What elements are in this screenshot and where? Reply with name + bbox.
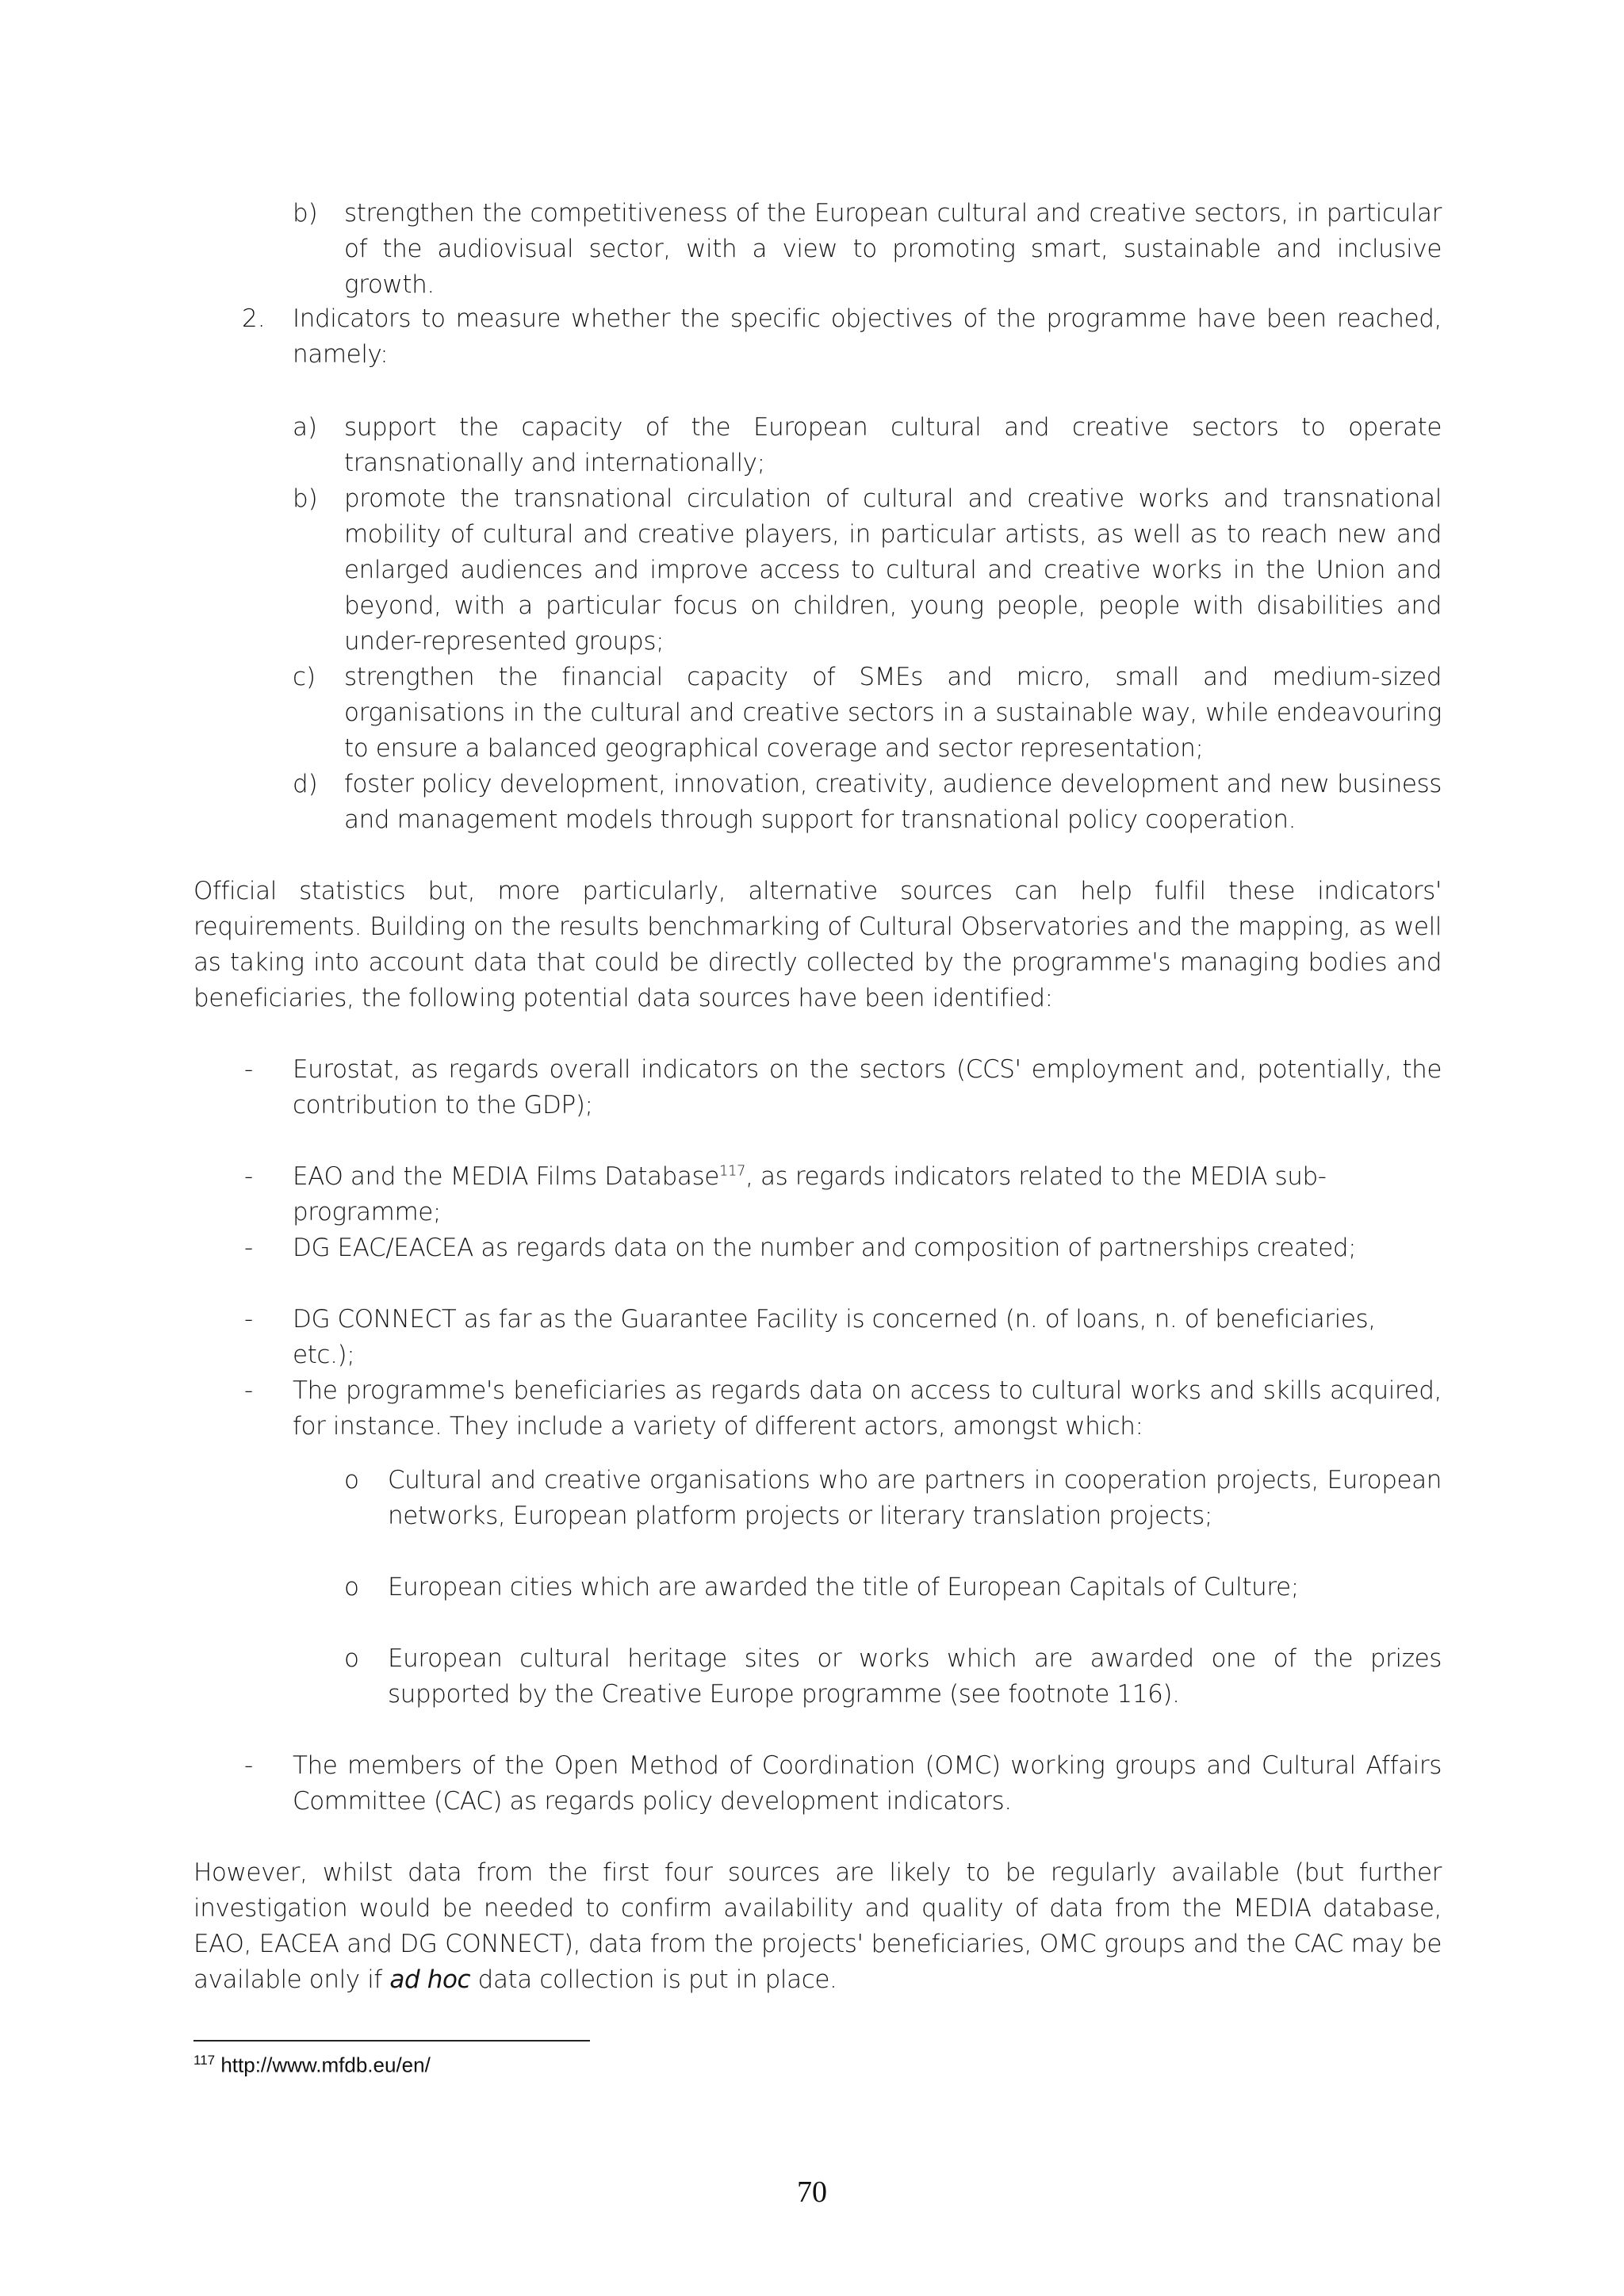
body-paragraph: Official statistics but, more particularly, alternative sources can help fulfil these indicators' requirements. Building on the results benchmarking of Cultural Observatories and the mapping, as well as taking into account data that could be directly collected by the programme's managing bodies and beneficiaries, the following potential data sources have been identified: bbox=[193, 877, 1442, 1012]
bullet-text-part: , as regards indicators related to the MEDIA sub-programme; bbox=[293, 1162, 1327, 1226]
list-marker: d) bbox=[293, 770, 318, 798]
body-paragraph bbox=[193, 1855, 1442, 1998]
bullet-text: The programme's beneficiaries as regards data on access to cultural works and skills acquired, for instance. They include a variety of different actors, amongst which: bbox=[293, 1376, 1442, 1441]
footnote-link[interactable]: http://www.mfdb.eu/en/ bbox=[220, 2053, 431, 2077]
bullet-text: DG CONNECT as far as the Guarantee Facility is concerned (n. of loans, n. of beneficiaries, etc.); bbox=[293, 1305, 1376, 1369]
numbered-marker: 2. bbox=[242, 304, 266, 333]
sub-bullet-marker: o bbox=[344, 1466, 359, 1494]
list-item-text: foster policy development, innovation, creativity, audience development and new business and management models through support for transnational policy cooperation. bbox=[344, 770, 1442, 834]
bullet-text: The members of the Open Method of Coordination (OMC) working groups and Cultural Affairs Committee (CAC) as regards policy development indicators. bbox=[293, 1751, 1442, 1816]
bullet-marker: - bbox=[244, 1162, 254, 1191]
sub-bullet-marker: o bbox=[344, 1573, 359, 1601]
italic-text: ad hoc bbox=[389, 1965, 471, 1994]
footnote-divider bbox=[193, 2040, 590, 2042]
bullet-text: DG EAC/EACEA as regards data on the number and composition of partnerships created; bbox=[293, 1234, 1357, 1262]
bullet-marker: - bbox=[244, 1751, 254, 1780]
list-marker: a) bbox=[293, 413, 318, 442]
sub-bullet-text: European cultural heritage sites or works which are awarded one of the prizes supported by the Creative Europe programme (see footnote 116). bbox=[388, 1644, 1442, 1709]
paragraph-text-part: However, whilst data from the first four sources are likely to be regularly available (but further investigation would be needed to confirm availability and quality of data from the MEDIA database, EAO, EACEA and DG CONNECT), data from the projects' beneficiaries, OMC groups and the CAC may be available only if bbox=[193, 1858, 1442, 1994]
bullet-text-part: EAO and the MEDIA Films Database bbox=[293, 1162, 719, 1191]
list-item-text: strengthen the financial capacity of SMEs and micro, small and medium-sized organisations in the cultural and creative sectors in a sustainable way, while endeavouring to ensure a balanced geographical coverage and sector representation; bbox=[344, 663, 1442, 763]
list-item-text: promote the transnational circulation of cultural and creative works and transnational mobility of cultural and creative players, in particular artists, as well as to reach new and enlarged audiences and improve access to cultural and creative works in the Union and beyond, with a particular focus on children, young people, people with disabilities and under-represented groups; bbox=[344, 484, 1442, 656]
sub-bullet-text: European cities which are awarded the title of European Capitals of Culture; bbox=[388, 1573, 1299, 1601]
list-marker: b) bbox=[293, 199, 318, 228]
footnote bbox=[193, 2048, 431, 2078]
sub-bullet-marker: o bbox=[344, 1644, 359, 1673]
footnote-reference: 117 bbox=[718, 1162, 746, 1180]
bullet-text bbox=[293, 1159, 1442, 1230]
bullet-marker: - bbox=[244, 1376, 254, 1405]
list-item-text: support the capacity of the European cultural and creative sectors to operate transnationally and internationally; bbox=[344, 413, 1442, 477]
paragraph-text-part: data collection is put in place. bbox=[477, 1965, 837, 1994]
bullet-marker: - bbox=[244, 1305, 254, 1334]
list-marker: c) bbox=[293, 663, 316, 691]
bullet-marker: - bbox=[244, 1234, 254, 1262]
sub-bullet-text: Cultural and creative organisations who are partners in cooperation projects, European networks, European platform projects or literary translation projects; bbox=[388, 1466, 1442, 1530]
bullet-text: Eurostat, as regards overall indicators on the sectors (CCS' employment and, potentially, the contribution to the GDP); bbox=[293, 1055, 1442, 1119]
list-marker: b) bbox=[293, 484, 318, 513]
list-item-text: strengthen the competitiveness of the European cultural and creative sectors, in particular of the audiovisual sector, with a view to promoting smart, sustainable and inclusive growth. bbox=[344, 199, 1442, 299]
page-number: 70 bbox=[797, 2175, 827, 2209]
bullet-marker: - bbox=[244, 1055, 254, 1084]
footnote-number: 117 bbox=[193, 2053, 216, 2068]
numbered-item-text: Indicators to measure whether the specific objectives of the programme have been reached, namely: bbox=[293, 304, 1442, 369]
